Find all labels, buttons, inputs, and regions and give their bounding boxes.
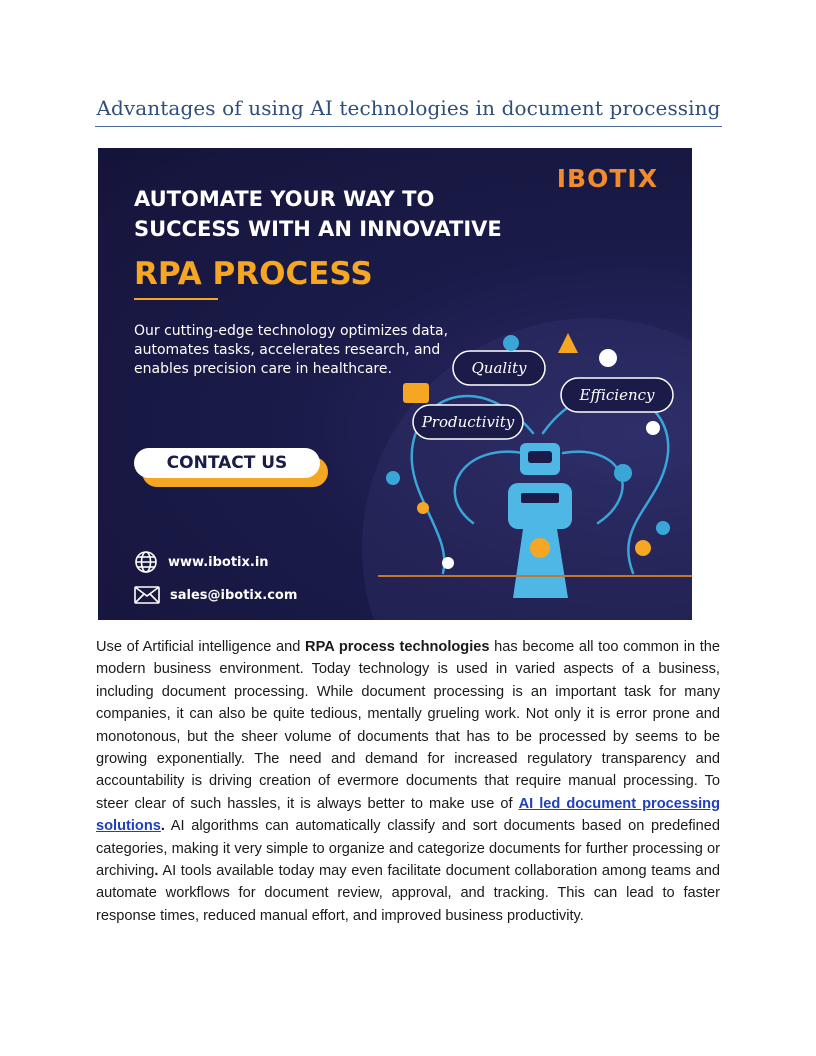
people-icon: [635, 540, 651, 556]
title-underline: [95, 126, 722, 127]
quality-label: Quality: [471, 359, 527, 377]
efficiency-label: Efficiency: [579, 386, 655, 404]
body-text-segment: has become all too common in the modern business environment. Today technology is used in varied aspects of a business, including document processing. While document processing is an important task for many companies, it can also be quite tedious, mentally grueling work. Not only it is error prone and monotonous, but the sheer volume of documents that has to be processed by seems to be growing exponentially. The need and demand for increased regulatory transparency and accountability is driving creation of evermore documents that require manual processing. To steer clear of such hassles, it is always better to make use of: [96, 639, 720, 812]
body-text-segment: Use of Artificial intelligence and: [96, 639, 306, 655]
lightning-icon: [558, 333, 578, 353]
document-title: Advantages of using AI technologies in document processing: [96, 96, 721, 120]
contact-us-button[interactable]: CONTACT US: [134, 448, 320, 478]
gear-icon: [503, 335, 519, 351]
email-row: [134, 586, 297, 604]
body-paragraph: [96, 636, 720, 927]
clock-icon: [599, 349, 617, 367]
body-bold-text: .: [160, 818, 165, 835]
banner-highlight: RPA PROCESS: [134, 256, 373, 292]
banner-divider: [378, 575, 692, 577]
body-bold-text: RPA process technologies: [305, 639, 490, 655]
document-processing-link[interactable]: AI led document processing solutions: [96, 795, 720, 835]
gear-icon: [614, 464, 632, 482]
highlight-underline: [134, 298, 218, 300]
banner-description: Our cutting-edge technology optimizes data, automates tasks, accelerates research, and enables precision care in healthcare.: [134, 323, 449, 377]
body-bold-text: .: [154, 863, 159, 880]
automation-illustration: [383, 333, 688, 603]
brand-logo: IBOTIX: [556, 164, 658, 193]
website-text[interactable]: www.ibotix.in: [168, 554, 269, 570]
globe-icon: [134, 550, 158, 574]
body-text-segment: AI tools available today may even facilitate document collaboration among teams and automate workflows for document review, approval, and tracking. This can lead to faster response times, reduced manual effort, and improved business productivity.: [96, 863, 720, 924]
gear-icon: [417, 502, 429, 514]
body-text-segment: AI algorithms can automatically classify and sort documents based on predefined categories, making it very simple to organize and categorize documents for further processing or archiving: [96, 818, 720, 880]
promo-banner: [98, 148, 692, 620]
lightbulb-icon: [646, 421, 660, 435]
headline-line-2: SUCCESS WITH AN INNOVATIVE: [134, 217, 502, 241]
mail-icon: [134, 586, 160, 604]
gear-icon: [656, 521, 670, 535]
email-text[interactable]: sales@ibotix.com: [170, 587, 298, 603]
gear-icon: [386, 471, 400, 485]
banner-headline: [134, 184, 502, 244]
headline-line-1: AUTOMATE YOUR WAY TO: [134, 187, 435, 211]
calculator-icon: [403, 383, 429, 403]
productivity-label: Productivity: [421, 413, 515, 431]
cloud-icon: [442, 557, 454, 569]
website-row: [134, 550, 269, 574]
